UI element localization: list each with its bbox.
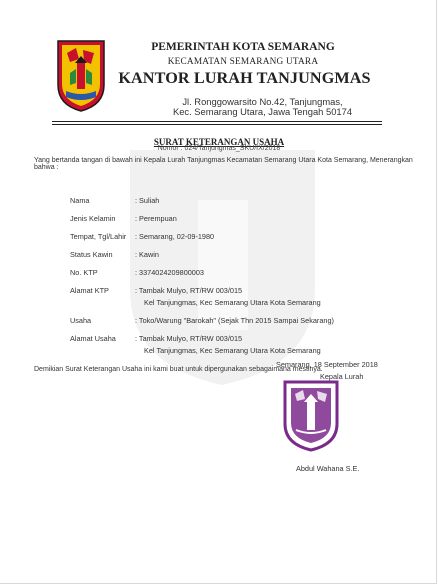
field-label-usaha: Usaha xyxy=(70,316,92,325)
field-label-alamat-usaha: Alamat Usaha xyxy=(70,334,116,343)
field-value-alamat-ktp: : Tambak Mulyo, RT/RW 003/015 xyxy=(135,286,243,295)
field-label-nama: Nama xyxy=(70,196,90,205)
city-crest-icon xyxy=(56,39,106,113)
signature-date: Semarang, 18 September 2018 xyxy=(276,360,378,369)
closing-paragraph: Demikian Surat Keterangan Usaha ini kami buat untuk dipergunakan sebagaimana mestinya. xyxy=(34,366,323,373)
field-value-nama: : Suliah xyxy=(135,196,160,205)
official-stamp-icon xyxy=(281,378,341,454)
address-line-1: Jl. Ronggowarsito No.42, Tanjungmas, xyxy=(182,96,343,107)
intro-paragraph: Yang bertanda tangan di bawah ini Kepala Lurah Tanjungmas Kecamatan Semarang Utara Kota Semarang, Menerangkan bahwa : xyxy=(34,157,413,171)
field-value-ttl: : Semarang, 02-09-1980 xyxy=(135,232,215,241)
field-label-jenis-kelamin: Jenis Kelamin xyxy=(70,214,116,223)
signature-title: Kepala Lurah xyxy=(320,372,364,381)
header-line-1: PEMERINTAH KOTA SEMARANG xyxy=(151,41,335,53)
header-divider xyxy=(52,124,382,125)
field-value-alamat-usaha: : Tambak Mulyo, RT/RW 003/015 xyxy=(135,334,243,343)
field-value-status-kawin: : Kawin xyxy=(135,250,159,259)
field-value-alamat-usaha-line2: Kel Tanjungmas, Kec Semarang Utara Kota Semarang xyxy=(144,346,321,355)
field-value-usaha: : Toko/Warung "Barokah" (Sejak Thn 2015 Sampai Sekarang) xyxy=(135,316,334,325)
field-value-no-ktp: : 3374024209800003 xyxy=(135,268,204,277)
field-label-no-ktp: No. KTP xyxy=(70,268,98,277)
field-value-jenis-kelamin: : Perempuan xyxy=(135,214,177,223)
field-label-alamat-ktp: Alamat KTP xyxy=(70,286,109,295)
office-name: KANTOR LURAH TANJUNGMAS xyxy=(118,69,371,87)
header-divider xyxy=(52,121,382,122)
field-label-status-kawin: Status Kawin xyxy=(70,250,113,259)
header-line-2: KECAMATAN SEMARANG UTARA xyxy=(167,57,319,67)
field-value-alamat-ktp-line2: Kel Tanjungmas, Kec Semarang Utara Kota Semarang xyxy=(144,298,321,307)
field-label-ttl: Tempat, Tgl/Lahir xyxy=(70,232,127,241)
document-title: SURAT KETERANGAN USAHA xyxy=(153,137,285,147)
signer-name: Abdul Wahana S.E. xyxy=(296,464,360,473)
document-number: Nomor : 024/Tanjungmas_SKU/IX/2018 xyxy=(157,145,281,152)
address-line-2: Kec. Semarang Utara, Jawa Tengah 50174 xyxy=(172,106,353,117)
